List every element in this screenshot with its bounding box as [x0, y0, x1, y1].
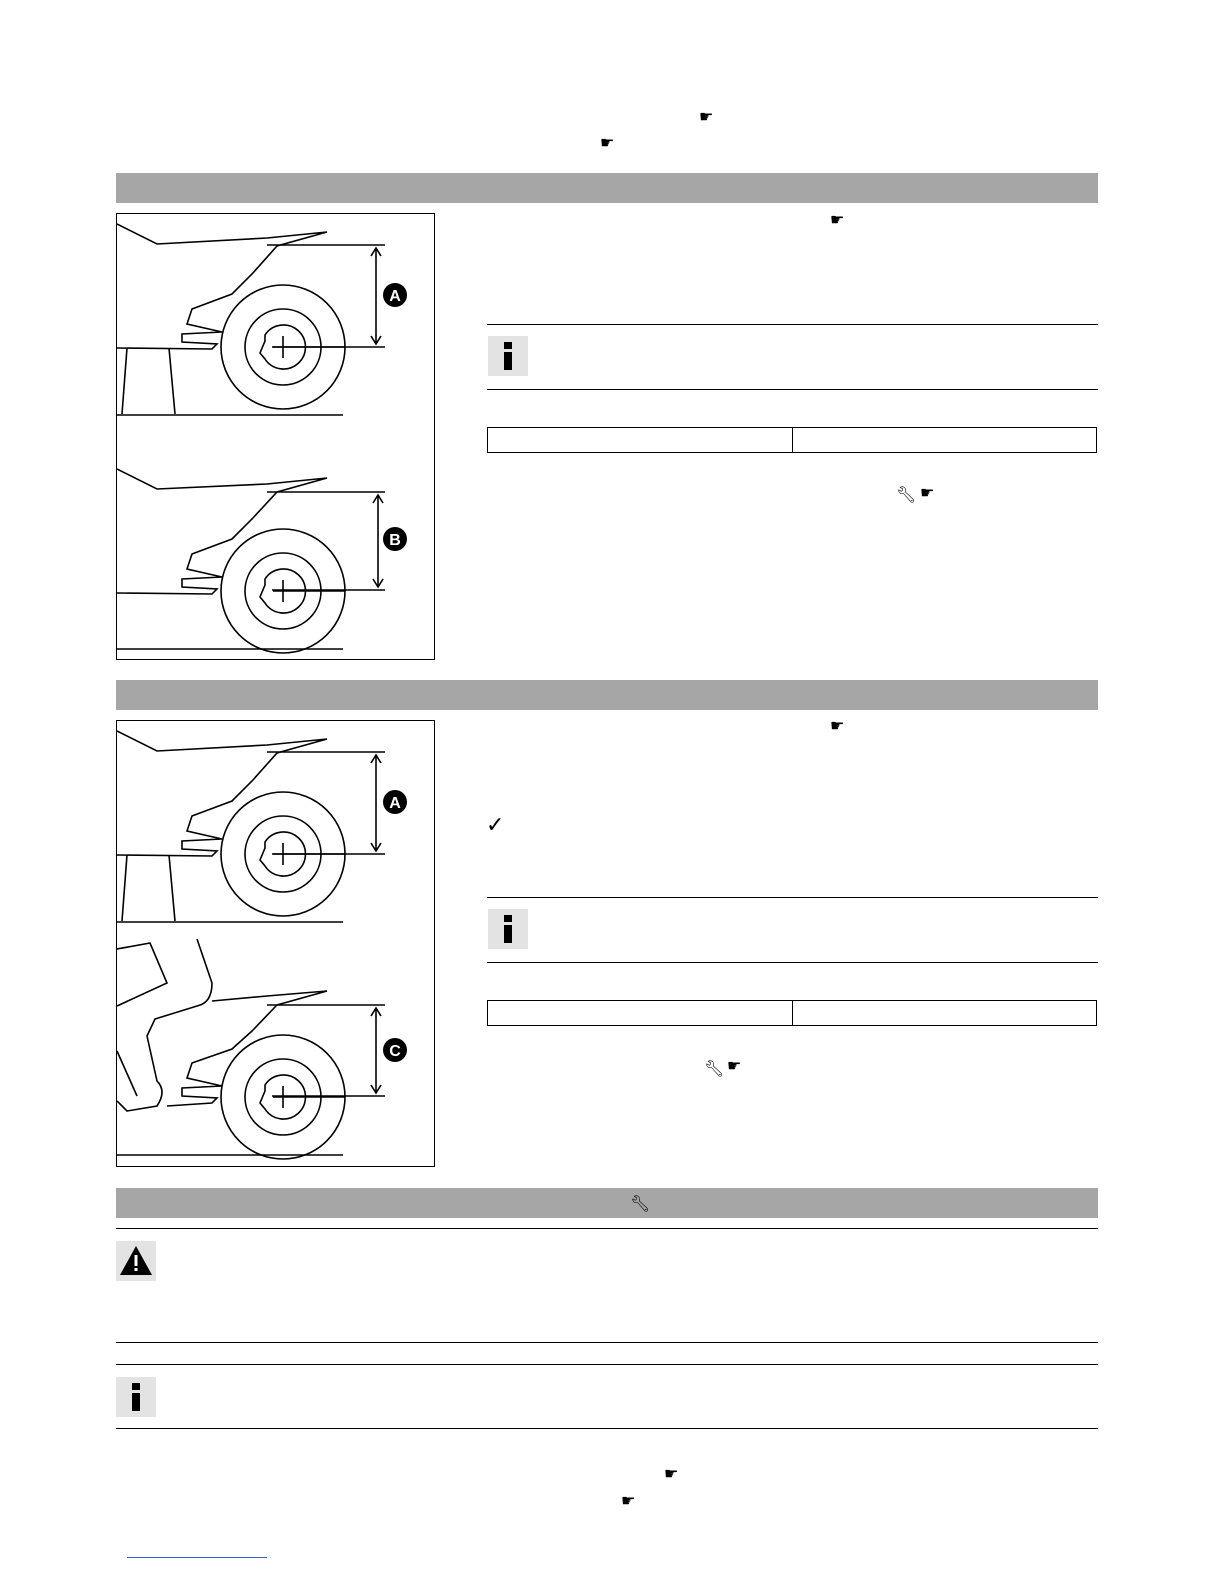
info-icon: [488, 909, 528, 949]
pointing-hand-icon: ☛: [830, 718, 845, 735]
spec-table-2-value: [792, 1001, 1097, 1025]
label-c-badge: [383, 1038, 407, 1062]
pointing-hand-icon: ☛: [920, 485, 935, 502]
pointing-hand-icon: ☛: [830, 212, 845, 229]
note-rule-bottom-3: [116, 1428, 1098, 1429]
check-mark-icon: ✓: [486, 812, 505, 837]
spec-table-1: [487, 427, 1097, 453]
note-rule-top-1: [487, 324, 1098, 325]
pointing-hand-icon: ☛: [727, 1058, 742, 1075]
section-header-bar-2: [116, 680, 1098, 710]
info-icon: [488, 336, 528, 376]
note-rule-bottom-1: [487, 389, 1098, 390]
pointing-hand-icon: ☛: [699, 109, 714, 126]
warning-rule-top: [116, 1228, 1098, 1229]
warning-rule-bottom: [116, 1342, 1098, 1343]
svg-text:C: C: [389, 1043, 401, 1060]
motorcycle-rear-diagram: [117, 214, 434, 659]
label-a-badge: [383, 790, 407, 814]
pointing-hand-icon: ☛: [600, 135, 615, 152]
section-header-bar-1: [116, 173, 1098, 203]
info-icon: [116, 1377, 156, 1417]
pointing-hand-icon: ☛: [664, 1466, 679, 1483]
pointing-hand-icon: ☛: [621, 1493, 636, 1510]
label-b-badge: [383, 527, 407, 551]
spec-table-2-name: [488, 1001, 792, 1025]
wrench-icon: 🔧︎: [704, 1061, 725, 1078]
section-header-bar-3: [116, 1188, 1098, 1218]
wrench-icon: 🔧︎: [896, 487, 917, 504]
svg-text:B: B: [389, 532, 401, 549]
spec-table-2: [487, 1000, 1097, 1026]
figure-rear-sag-loaded: [116, 720, 435, 1167]
spec-table-1-value: [792, 428, 1097, 452]
note-rule-top-2: [487, 897, 1098, 898]
label-a-badge: [383, 283, 407, 307]
motorcycle-rider-diagram: [117, 721, 434, 1166]
figure-rear-sag-unloaded: [116, 213, 435, 660]
note-rule-top-3: [116, 1364, 1098, 1365]
wrench-icon: 🔧︎: [630, 1196, 651, 1213]
footer-link[interactable]: [127, 1557, 267, 1558]
spec-table-1-name: [488, 428, 792, 452]
warning-triangle-icon: [116, 1241, 156, 1281]
svg-text:A: A: [389, 288, 401, 305]
svg-text:A: A: [389, 795, 401, 812]
note-rule-bottom-2: [487, 962, 1098, 963]
